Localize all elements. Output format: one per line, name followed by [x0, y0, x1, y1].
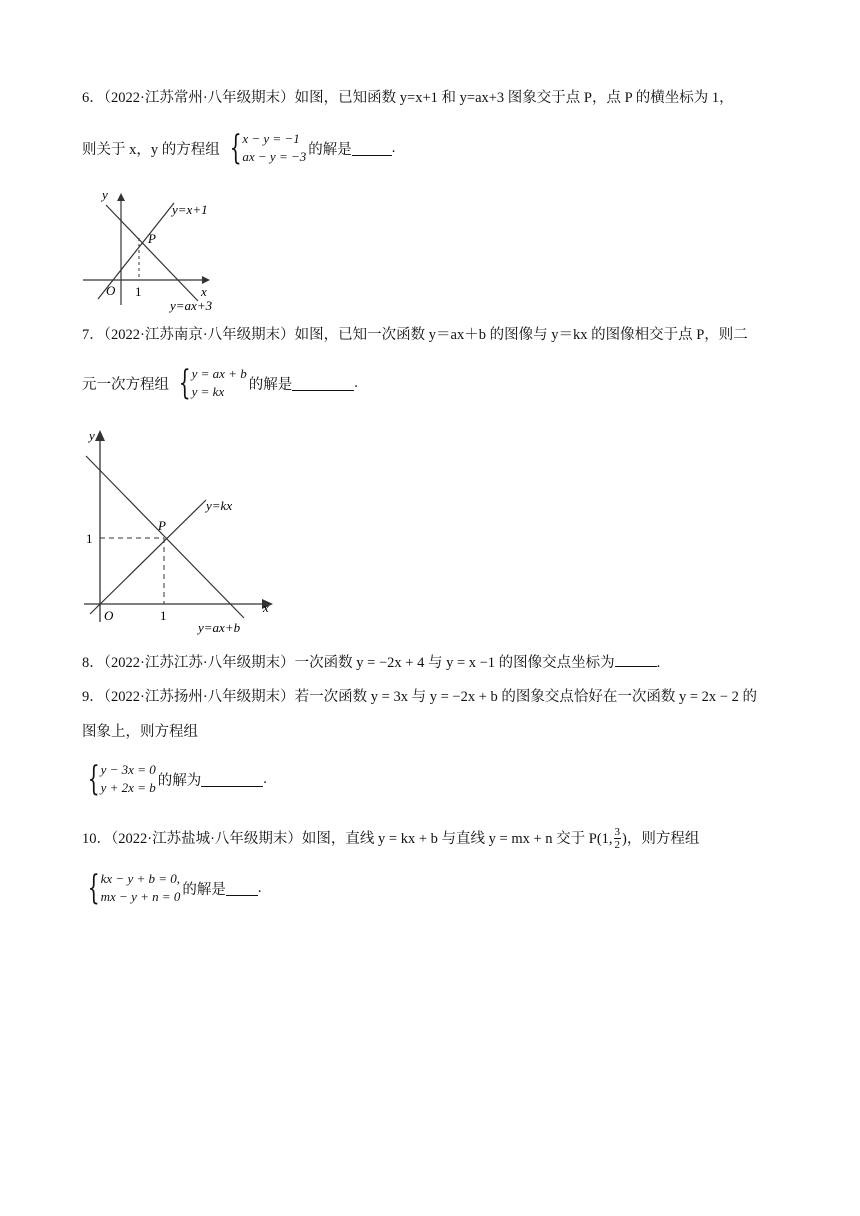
q6-line2-label: y=ax+3 — [170, 298, 213, 313]
q7-origin-label: O — [104, 608, 114, 623]
q6-answer-blank — [352, 141, 392, 156]
q9-eq2: y + 2x = b — [100, 780, 156, 795]
q7-line2-post: 的解是 — [248, 376, 293, 393]
q6-tick-x-label: 1 — [135, 284, 142, 299]
q6-p-label: P — [148, 231, 156, 246]
q6-figure — [78, 183, 228, 313]
q6-y-label: y — [102, 187, 108, 202]
q10-equation-system — [101, 870, 181, 906]
q9-line2: 图象上，则方程组 — [82, 724, 198, 740]
q7-answer-blank — [292, 376, 354, 391]
brace-icon: { — [87, 868, 100, 908]
q6-line2-post: 的解是 — [308, 141, 352, 158]
q10-answer-blank — [226, 881, 258, 896]
q6-y-arrow-icon — [117, 193, 125, 201]
q10-end: . — [257, 879, 262, 896]
q9-system — [78, 761, 267, 797]
q10-line1 — [82, 826, 699, 851]
q7-y-arrow-icon — [95, 430, 105, 441]
q7-line2-label: y=ax+b — [198, 620, 241, 635]
q6-eq2: ax − y = −3 — [242, 149, 307, 164]
q7-equation-system — [192, 365, 247, 401]
q6-line2-pre: 则关于 x，y 的方程组 — [82, 141, 220, 158]
q7-x-label: x — [263, 600, 269, 615]
q7-figure — [80, 422, 280, 640]
q10-system — [78, 870, 262, 906]
q10-fraction — [614, 826, 622, 851]
q6-line1: 6．（2022·江苏常州·八年级期末）如图，已知函数 y=x+1 和 y=ax+3 图象交于点 P，点 P 的横坐标为 1， — [82, 90, 734, 106]
q7-tick-x-label: 1 — [160, 608, 167, 623]
q7-line-kx — [90, 500, 206, 614]
q9-line1: 9．（2022·江苏扬州·八年级期末）若一次函数 y = 3x 与 y = −2x + b 的图象交点恰好在一次函数 y = 2x − 2 的 — [82, 689, 757, 705]
q7-line-ax-plus-b — [86, 456, 244, 618]
brace-icon: { — [229, 128, 242, 168]
q6-line2 — [82, 130, 395, 166]
q9-equation-system — [101, 761, 156, 797]
q8-end: . — [656, 655, 661, 671]
q6-x-arrow-icon — [202, 276, 210, 284]
q9-answer-blank — [201, 772, 263, 787]
q7-line1: 7．（2022·江苏南京·八年级期末）如图，已知一次函数 y＝ax＋b 的图像与 y＝kx 的图像相交于点 P，则二 — [82, 327, 748, 343]
q10-post: 的解是 — [182, 881, 226, 898]
q10-eq2: mx − y + n = 0 — [100, 889, 181, 904]
q10-eq1: kx − y + b = 0, — [100, 871, 181, 886]
q8-answer-blank — [615, 652, 657, 667]
q6-line1-label: y=x+1 — [172, 202, 208, 217]
q6-end: . — [391, 139, 396, 156]
q7-end: . — [354, 374, 358, 391]
q10-frac-num: 3 — [614, 826, 621, 838]
q7-line2 — [82, 365, 358, 401]
brace-icon: { — [178, 363, 191, 403]
q7-y-label: y — [89, 428, 95, 443]
q7-line2-pre: 元一次方程组 — [82, 376, 169, 393]
q7-eq2: y = kx — [191, 384, 225, 399]
q8-text: 8．（2022·江苏江苏·八年级期末）一次函数 y = −2x + 4 与 y = x −1 的图像交点坐标为 — [82, 655, 615, 671]
q6-equation-system — [242, 130, 306, 166]
q7-tick-y-label: 1 — [86, 531, 93, 546]
q10-line1-post: )，则方程组 — [622, 830, 700, 847]
q7-eq1: y = ax + b — [191, 366, 247, 381]
q7-p-label: P — [158, 518, 166, 533]
q8-line — [82, 652, 660, 673]
q9-eq1: y − 3x = 0 — [100, 762, 156, 777]
q10-line1-pre: 10．（2022·江苏盐城·八年级期末）如图，直线 y = kx + b 与直线 y = mx + n 交于 P(1, — [82, 830, 613, 847]
q10-frac-den: 2 — [614, 839, 621, 851]
q6-eq1: x − y = −1 — [242, 131, 300, 146]
q9-end: . — [263, 770, 267, 787]
q6-line-ax-plus-3 — [106, 205, 198, 301]
q9-post: 的解为 — [157, 772, 202, 789]
brace-icon: { — [87, 759, 100, 799]
q7-line1-label: y=kx — [206, 498, 233, 513]
q6-x-label: x — [201, 284, 207, 299]
q6-origin-label: O — [106, 283, 116, 298]
